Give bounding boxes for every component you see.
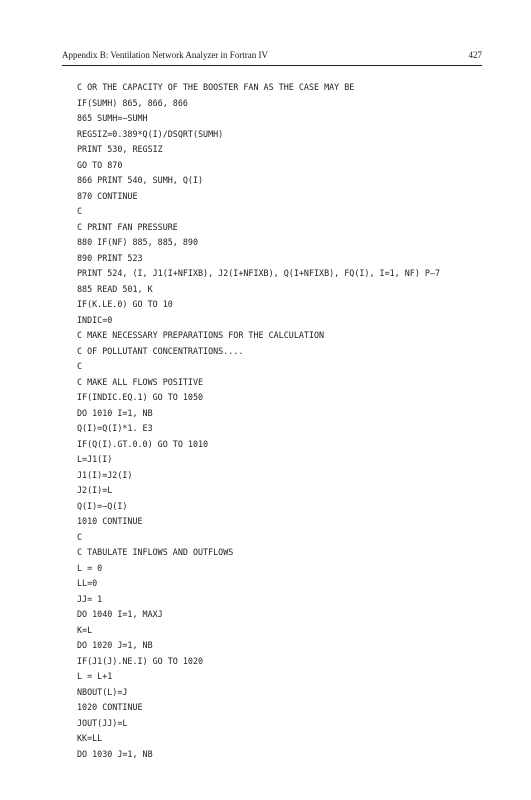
code-line: DO 1010 I=1, NB <box>77 407 153 418</box>
code-line: DO 1040 I=1, MAXJ <box>77 609 163 619</box>
fortran-code-listing <box>77 80 440 762</box>
code-line: LL=0 <box>77 578 98 588</box>
code-line: C <box>77 531 83 542</box>
code-line: GO TO 870 <box>77 159 123 170</box>
code-line: PRINT 530, REGSIZ <box>77 144 163 154</box>
header-rule <box>62 65 482 66</box>
code-line: 885 READ 501, K <box>77 283 153 294</box>
code-line: REGSIZ=0.389*Q(I)/DSQRT(SUMH) <box>77 128 224 139</box>
running-header <box>62 50 482 64</box>
code-line: 866 PRINT 540, SUMH, Q(I) <box>77 175 204 185</box>
code-line: KK=LL <box>77 733 103 743</box>
code-line: NBOUT(L)=J <box>77 686 128 697</box>
code-line: 890 PRINT 523 <box>77 252 143 263</box>
code-line: PRINT 524, (I, J1(I+NFIXB), J2(I+NFIXB), Q(I+NFIXB), FQ(I), I=1, NF) P—7 <box>77 268 441 278</box>
code-line: 880 IF(NF) 885, 885, 890 <box>77 237 199 247</box>
code-line: Q(I)=−Q(I) <box>77 500 128 511</box>
code-line: IF(J1(J).NE.I) GO TO 1020 <box>77 655 204 666</box>
code-line: L = 0 <box>77 562 103 573</box>
code-line: C PRINT FAN PRESSURE <box>77 221 178 232</box>
code-line: L=J1(I) <box>77 454 113 464</box>
page-number: 427 <box>468 50 482 60</box>
code-line: IF(SUMH) 865, 866, 866 <box>77 97 188 108</box>
code-line: C <box>77 361 83 371</box>
code-line: JOUT(JJ)=L <box>77 717 128 728</box>
code-line: C OR THE CAPACITY OF THE BOOSTER FAN AS THE CASE MAY BE <box>77 82 355 92</box>
code-line: C OF POLLUTANT CONCENTRATIONS.... <box>77 345 244 356</box>
code-line: DO 1020 J=1, NB <box>77 640 153 650</box>
code-line: 870 CONTINUE <box>77 190 138 201</box>
code-line: L = L+1 <box>77 671 113 681</box>
code-line: C MAKE ALL FLOWS POSITIVE <box>77 376 204 387</box>
running-header-title: Appendix B: Ventilation Network Analyzer in Fortran IV <box>62 50 269 60</box>
code-line: IF(Q(I).GT.0.0) GO TO 1010 <box>77 438 209 449</box>
code-line: IF(INDIC.EQ.1) GO TO 1050 <box>77 392 204 402</box>
code-line: C <box>77 206 83 216</box>
code-line: C TABULATE INFLOWS AND OUTFLOWS <box>77 547 234 557</box>
code-line: JJ= 1 <box>77 593 103 604</box>
code-line: DO 1030 J=1, NB <box>77 748 153 759</box>
code-line: J2(I)=L <box>77 485 113 495</box>
code-line: IF(K.LE.0) GO TO 10 <box>77 299 173 309</box>
code-line: 1020 CONTINUE <box>77 702 143 712</box>
code-line: Q(I)=Q(I)*1. E3 <box>77 423 153 433</box>
code-line: K=L <box>77 624 93 635</box>
code-line: INDIC=0 <box>77 314 113 325</box>
code-line: 1010 CONTINUE <box>77 516 143 526</box>
code-line: 865 SUMH=−SUMH <box>77 113 148 123</box>
code-line: J1(I)=J2(I) <box>77 469 133 480</box>
code-line: C MAKE NECESSARY PREPARATIONS FOR THE CALCULATION <box>77 330 325 340</box>
